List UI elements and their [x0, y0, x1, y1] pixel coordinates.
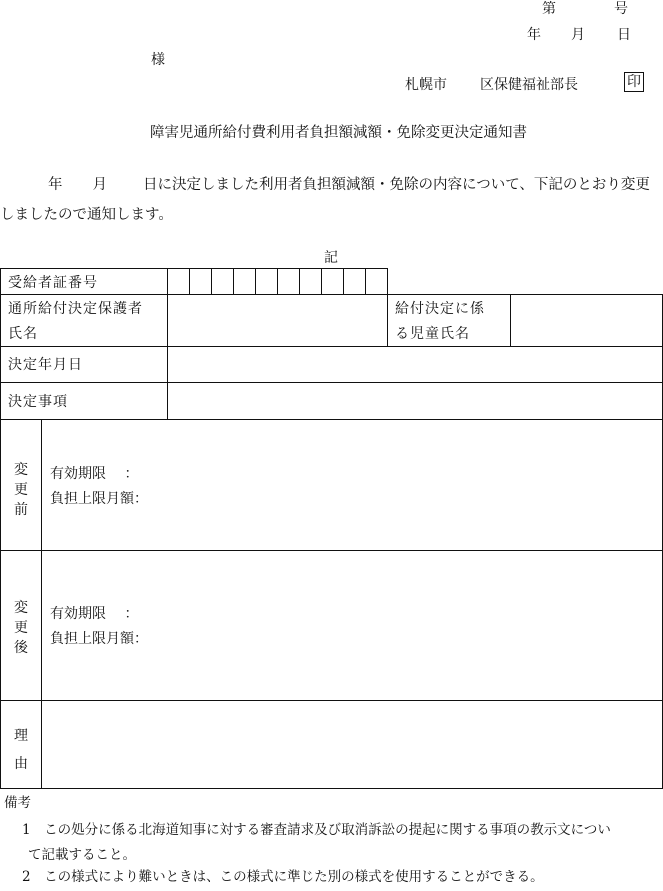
decision-matter-label: 決定事項	[8, 394, 68, 410]
intro-text: 日に決定しました利用者負担額減額・免除の内容について、下記のとおり変更しましたので通知します。	[0, 177, 650, 223]
table-line	[167, 268, 168, 419]
date-year-label: 年	[527, 27, 541, 43]
table-line	[0, 346, 663, 347]
issuer-title: 区保健福祉部長	[480, 77, 578, 93]
table-line	[0, 268, 387, 269]
number-go-label: 号	[614, 1, 628, 17]
after-validity-label: 有効期限 ：	[50, 606, 139, 622]
issuer-city: 札幌市	[405, 77, 447, 93]
number-box-divider	[321, 268, 322, 294]
number-box-divider	[343, 268, 344, 294]
reason-label: 理由	[14, 728, 28, 772]
after-limit-label: 負担上限月額：	[50, 631, 148, 647]
number-box-divider	[189, 268, 190, 294]
table-line	[0, 294, 663, 295]
notes-item1-line1: 1 この処分に係る北海道知事に対する審査請求及び取消訴訟の提起に関する事項の教示文につい	[22, 822, 611, 838]
before-limit-label: 負担上限月額：	[50, 491, 148, 507]
number-box-divider	[233, 268, 234, 294]
notes-item1-line2: て記載すること。	[28, 847, 136, 863]
notes-heading: 備考	[4, 795, 31, 811]
seal-mark: 印	[624, 72, 644, 92]
after-change-label: 変更後	[14, 600, 28, 656]
before-validity-label: 有効期限 ：	[50, 466, 139, 482]
document-title: 障害児通所給付費利用者負担額減額・免除変更決定通知書	[150, 125, 527, 141]
before-change-label: 変更前	[14, 462, 28, 518]
table-line	[0, 550, 663, 551]
table-line	[0, 268, 1, 788]
number-box-divider	[365, 268, 366, 294]
child-label-line1: 給付決定に係	[395, 301, 485, 317]
number-box-divider	[211, 268, 212, 294]
table-line	[0, 700, 663, 701]
number-dai-label: 第	[542, 1, 556, 17]
child-label-line2: る児童氏名	[395, 326, 470, 342]
addressee-suffix: 様	[151, 52, 165, 68]
recipient-number-label: 受給者証番号	[8, 275, 98, 291]
number-box-divider	[255, 268, 256, 294]
table-line	[0, 788, 663, 789]
table-line	[0, 382, 663, 383]
date-day-label: 日	[617, 27, 631, 43]
guardian-label-line1: 通所給付決定保護者	[8, 301, 143, 317]
intro-month: 月	[92, 177, 107, 193]
table-line	[41, 419, 42, 788]
ki-label: 記	[324, 250, 338, 266]
decision-date-label: 決定年月日	[8, 357, 83, 373]
intro-paragraph	[0, 170, 663, 230]
table-line	[510, 294, 511, 346]
date-month-label: 月	[571, 27, 585, 43]
number-box-divider	[299, 268, 300, 294]
table-line	[0, 419, 663, 420]
notes-item2: 2 この様式により難いときは、この様式に準じた別の様式を使用することができる。	[22, 869, 544, 885]
guardian-label-line2: 氏名	[8, 326, 38, 342]
table-line	[387, 268, 388, 346]
intro-year: 年	[48, 177, 63, 193]
number-box-divider	[277, 268, 278, 294]
